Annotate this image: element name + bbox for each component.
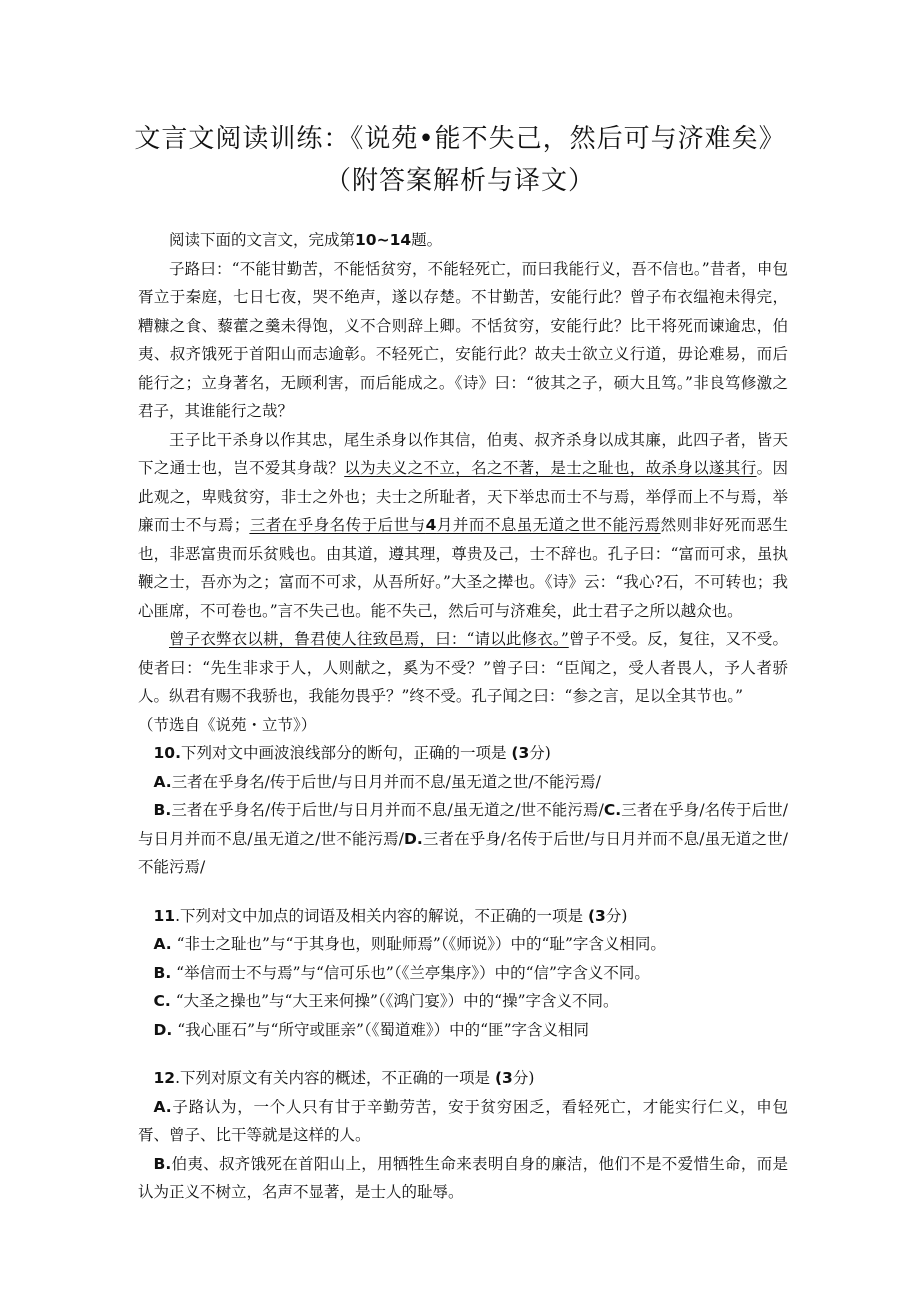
- underlined-sentence-1: 以为夫义之不立，名之不著，是士之耻也，故杀身以遂其行: [344, 459, 757, 477]
- question-12-score-unit: 分): [512, 1069, 535, 1087]
- question-11-score: (3: [587, 906, 606, 925]
- option-label: B.: [153, 1154, 172, 1173]
- spacer: [138, 1044, 788, 1064]
- underlined-sentence-2: 曾子衣弊衣以耕，鲁君使人往致邑焉，曰：“请以此修衣。”: [169, 630, 569, 648]
- passage-paragraph-2: [138, 426, 788, 626]
- option-text: 三者在乎身/名传于后世/与日月并而不息/虽无道之世/不能污焉/: [138, 829, 789, 876]
- question-12-option-a: [138, 1093, 788, 1150]
- question-range: 10~14: [355, 231, 412, 249]
- option-label: B.: [153, 963, 172, 982]
- question-10-text: 下列对文中画波浪线部分的断句，正确的一项是: [180, 744, 507, 762]
- option-text: “举信而士不与焉”与“信可乐也”（《兰亭集序》）中的“信”字含义不同。: [176, 963, 650, 982]
- reading-instruction: [138, 226, 788, 255]
- document-subtitle: （附答案解析与译文）: [324, 166, 595, 196]
- question-11-score-unit: 分): [605, 906, 628, 925]
- option-label: B.: [153, 801, 172, 819]
- option-label: D.: [153, 1020, 173, 1039]
- paragraph-2-text-a: 王子比干杀身以作其忠，尾生杀身以作其信，伯夷、叔齐杀身以成其廉，此四子者，皆天下之通士也，岂不爱其身哉？: [138, 430, 788, 477]
- option-label: D.: [404, 829, 423, 848]
- option-text: “大圣之操也”与“大王来何操”（《鸿门宴》）中的“操”字含义不同。: [175, 992, 619, 1010]
- option-label: A.: [153, 1097, 172, 1116]
- question-11-option-b: [138, 959, 788, 988]
- question-11-number: 11: [153, 906, 176, 925]
- question-11-stem: [138, 902, 788, 931]
- question-12-score: (3: [494, 1069, 513, 1087]
- option-text: 子路认为，一个人只有甘于辛勤劳苦，安于贫穷困乏，看轻死亡，才能实行仁义，申包胥、曾子、比干等就是这样的人。: [138, 1097, 788, 1144]
- option-label: A.: [153, 935, 172, 953]
- passage-paragraph-1: 子路曰：“不能甘勤苦，不能恬贫穷，不能轻死亡，而曰我能行义，吾不信也。”昔者，申包胥立于秦庭，七日七夜，哭不绝声，遂以存楚。不甘勤苦，安能行此？曾子布衣缊袍未得完，糟糠之食、藜藿之羹未得饱，义不合则辞上卿。不恬贫穷，安能行此？比干将死而谏逾忠，伯夷、叔齐饿死于首阳山而志逾彰。不轻死亡，安能行此？故夫士欲立义行道，毋论难易，而后能行之；立身著名，无顾利害，而后能成之。《诗》曰：“彼其之子，硕大且笃。”非良笃修激之君子，其谁能行之哉？: [138, 259, 788, 420]
- passage-source: （节选自《说苑・立节》）: [138, 715, 317, 734]
- question-11-option-c: [138, 987, 788, 1016]
- instruction-end: 题。: [411, 231, 443, 249]
- option-label: A.: [153, 772, 172, 791]
- document-body: [138, 226, 788, 1207]
- question-11-option-a: [138, 930, 788, 959]
- option-text: 三者在乎身名/传于后世/与日月并而不息/虽无道之/世不能污焉/: [171, 801, 604, 819]
- option-text: 三者在乎身/名传于后世/与日月并而不息/虽无道之/世不能污焉/: [138, 801, 788, 848]
- wavy-line-part-a: 三者在乎身名传于后世与: [249, 516, 426, 534]
- wavy-line-sentence: [249, 516, 660, 534]
- paragraph-3-text: 曾子不受。反，复往，又不受。使者曰：“先生非求于人，人则献之，奚为不受？”曾子曰：“臣闻之，受人者畏人，予人者骄人。纵君有赐不我骄也，我能勿畏乎？”终不受。孔子闻之曰：“参之言，足以全其节也。”: [138, 630, 788, 705]
- question-12-text: .下列对原文有关内容的概述，不正确的一项是: [175, 1069, 491, 1087]
- wavy-line-number: 4: [425, 516, 437, 534]
- question-10-option-a: [138, 768, 788, 797]
- option-label: C.: [603, 801, 622, 819]
- paragraph-2-text-b: 。因此观之，卑贱贫穷，非士之外也；夫士之所耻者，天下举忠而士不与焉，举俘而上不与焉，举廉而士不与焉；: [138, 459, 788, 534]
- wavy-line-part-b: 月并而不息虽无道之世不能污焉: [436, 516, 661, 534]
- question-10-number: 10.: [153, 744, 181, 762]
- passage-paragraph-3: [138, 625, 788, 711]
- document-title: 文言文阅读训练：《说苑•能不失己，然后可与济难矣》: [134, 124, 786, 154]
- question-12-option-b: [138, 1150, 788, 1207]
- option-text: “非士之耻也”与“于其身也，则耻师焉”（《师说》）中的“耻”字含义相同。: [176, 935, 666, 953]
- question-12-number: 12: [153, 1069, 176, 1087]
- question-10-score: (3: [511, 744, 530, 762]
- question-10-score-unit: 分): [529, 744, 551, 762]
- option-label: C.: [153, 992, 171, 1010]
- option-text: “我心匪石”与“所守或匪亲”（《蜀道难》）中的“匪”字含义相同: [177, 1020, 589, 1039]
- option-text: 伯夷、叔齐饿死在首阳山上，用牺牲生命来表明自身的廉洁，他们不是不爱惜生命，而是认为正义不树立，名声不显著，是士人的耻辱。: [138, 1154, 788, 1201]
- question-12-stem: [138, 1064, 788, 1093]
- question-11-option-d: [138, 1016, 788, 1045]
- spacer: [138, 882, 788, 902]
- question-11-text: .下列对文中加点的词语及相关内容的解说，不正确的一项是: [175, 906, 584, 925]
- question-10-options-bcd: [138, 796, 788, 882]
- question-10-stem: [138, 739, 788, 768]
- paragraph-2-text-c: 然则非好死而恶生也，非恶富贵而乐贫贱也。由其道，遵其理，尊贵及己，士不辞也。孔子曰：“富而可求，虽执鞭之士，吾亦为之；富而不可求，从吾所好。”大圣之撵也。《诗》云：“我心?石，不可转也；我心匪席，不可卷也。”言不失己也。能不失己，然后可与济难矣，此士君子之所以越众也。: [138, 516, 788, 620]
- instruction-text: 阅读下面的文言文，完成第: [169, 231, 356, 249]
- option-text: 三者在乎身名/传于后世/与日月并而不息/虽无道之世/不能污焉/: [171, 772, 601, 791]
